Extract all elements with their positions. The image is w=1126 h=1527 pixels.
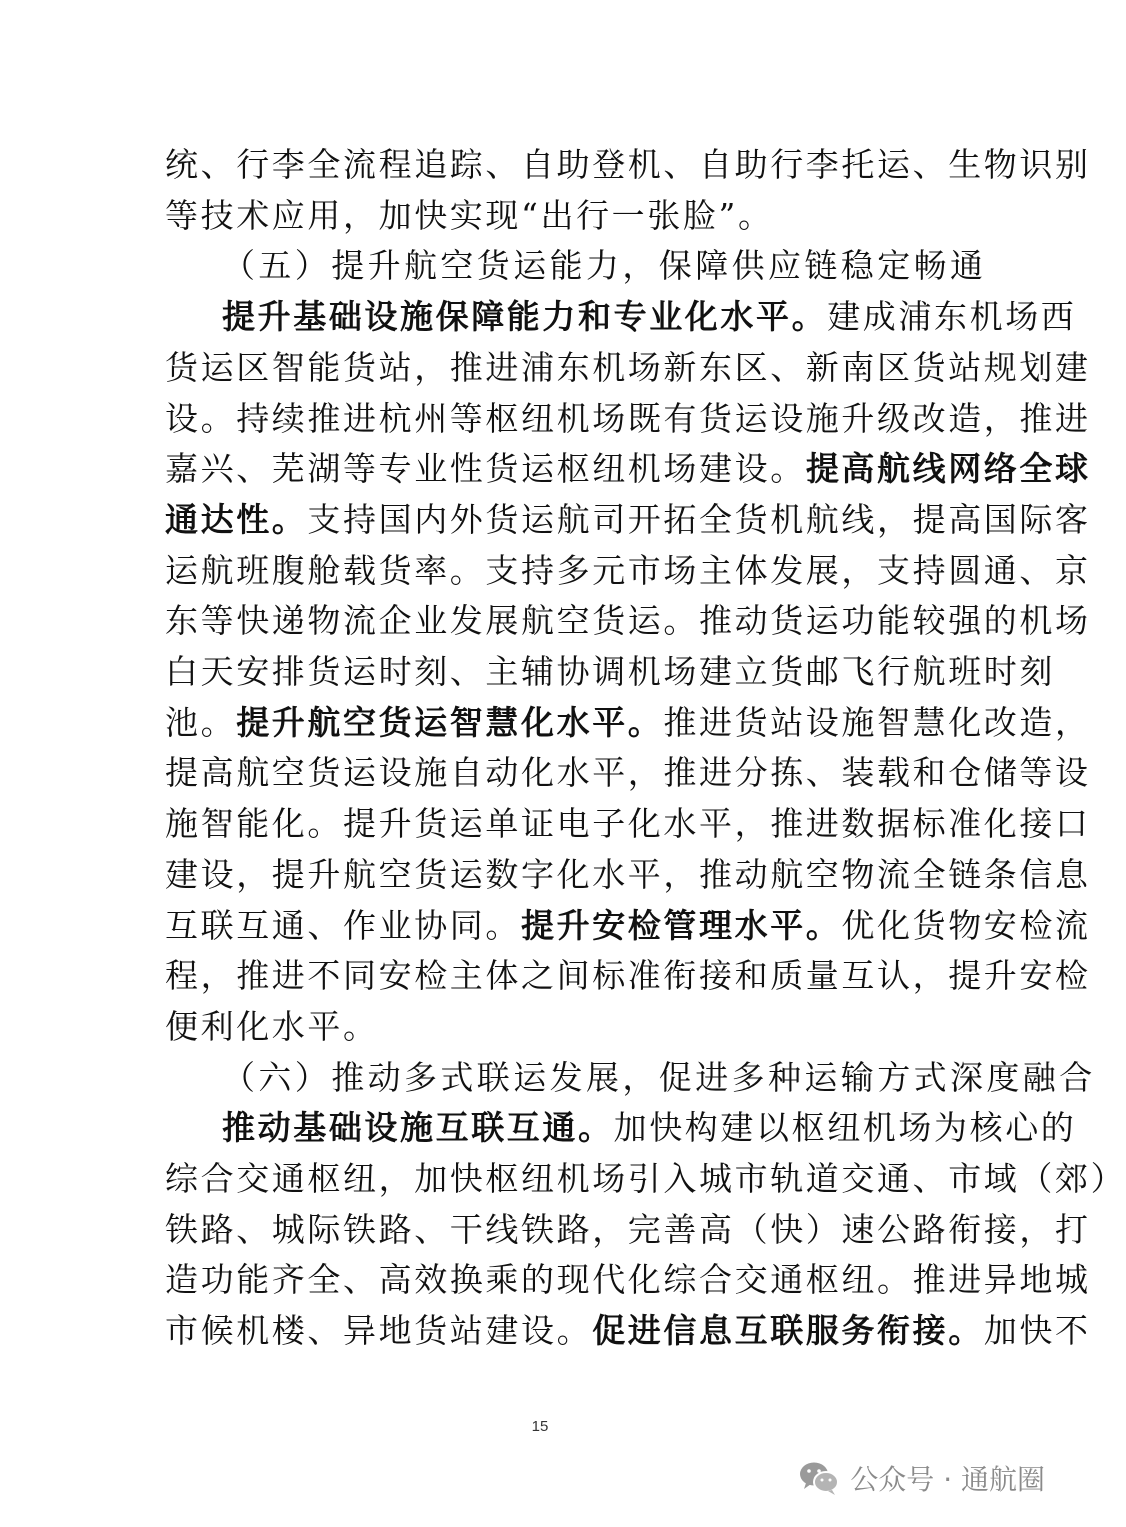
text-line: [165, 854, 1091, 895]
text-run: 造功能齐全、高效换乘的现代化综合交通枢纽。推进异地城: [165, 1260, 1091, 1300]
text-run: 池。: [165, 702, 237, 742]
text-line: [165, 753, 1091, 793]
text-line: [165, 1007, 917, 1047]
bold-phrase: 通达性。: [165, 499, 308, 539]
text-run: 嘉兴、芜湖等专业性货运枢纽机场建设。: [165, 449, 806, 489]
text-run: 货运区智能货站，推进浦东机场新东区、新南区货站规划建: [165, 347, 1091, 387]
text-run: 提高航空货运设施自动化水平，推进分拣、装载和仓储等设: [165, 753, 1091, 793]
text-line: [165, 347, 1091, 388]
text-run: 建成浦东机场西: [827, 297, 1077, 337]
bold-phrase: 提升基础设施保障能力和专业化水平。: [222, 297, 828, 337]
section-heading: [222, 246, 987, 286]
text-line: [165, 804, 1091, 844]
text-run: 加快不: [983, 1311, 1091, 1351]
text-run: 市候机楼、异地货站建设。: [165, 1311, 593, 1351]
bold-phrase: 提升安检管理水平。: [521, 905, 842, 945]
text-run: （六）推动多式联运发展，促进多种运输方式深度融合: [222, 1057, 1096, 1097]
text-line: [165, 601, 1091, 641]
bold-phrase: 提升航空货运智慧化水平。: [236, 702, 664, 742]
wechat-icon: [798, 1460, 840, 1496]
watermark-text: 公众号 · 通航圈: [850, 1463, 1045, 1496]
bold-phrase: 提高航线网络全球: [805, 449, 1091, 489]
text-line: [165, 550, 1091, 591]
text-run: 运航班腹舱载货率。支持多元市场主体发展，支持圆通、京: [165, 550, 1091, 590]
text-run: 便利化水平。: [165, 1006, 379, 1046]
text-run: 统、行李全流程追踪、自助登机、自助行李托运、生物识别: [165, 145, 1091, 184]
text-run: 设。持续推进杭州等枢纽机场既有货运设施升级改造，推进: [165, 398, 1091, 438]
text-line: [165, 1159, 1126, 1199]
text-line: [165, 905, 1091, 946]
text-line: [165, 449, 1091, 489]
text-run: （五）提升航空货运能力，保障供应链稳定畅通: [222, 246, 987, 286]
text-run: 推进货站设施智慧化改造，: [663, 702, 1091, 742]
text-run: 东等快递物流企业发展航空货运。推动货运功能较强的机场: [165, 601, 1091, 641]
bold-phrase: 促进信息互联服务衔接。: [592, 1311, 984, 1351]
text-line: [165, 1260, 1091, 1300]
text-run: 白天安排货运时刻、主辅协调机场建立货邮飞行航班时刻: [165, 652, 1055, 691]
text-line: [165, 145, 1091, 185]
section-heading: [222, 1057, 1096, 1098]
text-run: 铁路、城际铁路、干线铁路，完善高（快）速公路衔接，打: [165, 1209, 1091, 1249]
text-line: [165, 1209, 1091, 1250]
bold-phrase: 推动基础设施互联互通。: [222, 1108, 614, 1148]
text-line: [222, 1108, 1077, 1148]
text-line: [165, 398, 1091, 439]
text-line: [165, 196, 917, 236]
text-line: [222, 297, 1077, 337]
page-number: 15: [531, 1418, 549, 1435]
watermark: [798, 1456, 1045, 1500]
text-line: [165, 1311, 1091, 1351]
text-run: 支持国内外货运航司开拓全货机航线，提高国际客: [307, 499, 1091, 539]
text-run: 优化货物安检流: [841, 905, 1091, 945]
text-run: 施智能化。提升货运单证电子化水平，推进数据标准化接口: [165, 804, 1091, 844]
text-run: 等技术应用，加快实现“出行一张脸”。: [165, 195, 774, 235]
text-run: 加快构建以枢纽机场为核心的: [613, 1108, 1077, 1148]
text-run: 程，推进不同安检主体之间标准衔接和质量互认，提升安检: [165, 956, 1091, 996]
text-line: [165, 652, 1055, 692]
text-line: [165, 499, 1091, 540]
text-run: 建设，提升航空货运数字化水平，推动航空物流全链条信息: [165, 854, 1091, 894]
text-run: 互联互通、作业协同。: [165, 905, 521, 945]
text-run: 综合交通枢纽，加快枢纽机场引入城市轨道交通、市域（郊）: [165, 1159, 1126, 1198]
text-line: [165, 956, 1091, 996]
text-line: [165, 702, 1091, 743]
